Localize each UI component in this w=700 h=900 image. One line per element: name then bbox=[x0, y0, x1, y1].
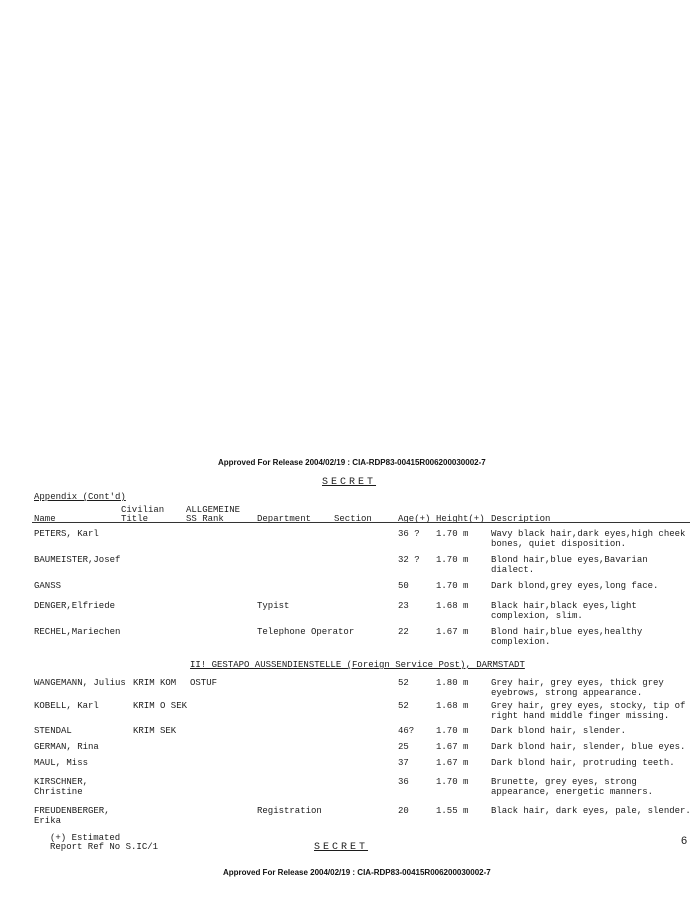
release-stamp-bottom: Approved For Release 2004/02/19 : CIA-RDP83-00415R006200030002-7 bbox=[223, 868, 491, 877]
appendix-title: Appendix (Cont'd) bbox=[34, 492, 126, 502]
height: 1.55 m bbox=[436, 806, 469, 816]
description: Black hair,black eyes,light complexion, slim. bbox=[491, 601, 637, 621]
age: 36 bbox=[398, 777, 409, 787]
person-name: PETERS, Karl bbox=[34, 529, 99, 539]
person-name: FREUDENBERGER, Erika bbox=[34, 806, 110, 826]
description: Wavy black hair,dark eyes,high cheek bones, quiet disposition. bbox=[491, 529, 686, 549]
height: 1.67 m bbox=[436, 627, 469, 637]
footnote-report-ref: Report Ref No S.IC/1 bbox=[50, 842, 159, 852]
height: 1.68 m bbox=[436, 601, 469, 611]
release-stamp-top: Approved For Release 2004/02/19 : CIA-RDP83-00415R006200030002-7 bbox=[218, 458, 486, 467]
classification-bottom: SECRET bbox=[314, 842, 369, 853]
age: 20 bbox=[398, 806, 409, 816]
header-allgemeine-1: ALLGEMEINE bbox=[186, 505, 241, 515]
header-civilian-2: Title bbox=[121, 514, 149, 524]
header-allgemeine-2: SS Rank bbox=[186, 514, 224, 524]
person-name: KOBELL, Karl bbox=[34, 701, 99, 711]
classification-top: SECRET bbox=[322, 477, 377, 488]
age: 22 bbox=[398, 627, 409, 637]
header-name: Name bbox=[34, 514, 56, 524]
page-number: 6 bbox=[681, 835, 688, 847]
height: 1.70 m bbox=[436, 777, 469, 787]
person-name: STENDAL bbox=[34, 726, 72, 736]
age: 46? bbox=[398, 726, 415, 736]
civilian-title: KRIM O SEK bbox=[133, 701, 188, 711]
description: Brunette, grey eyes, strong appearance, energetic manners. bbox=[491, 777, 654, 797]
description: Dark blond hair, slender. bbox=[491, 726, 627, 736]
civilian-title: KRIM KOM bbox=[133, 678, 177, 688]
age: 36 ? bbox=[398, 529, 420, 539]
description: Blond hair,blue eyes,healthy complexion. bbox=[491, 627, 643, 647]
age: 25 bbox=[398, 742, 409, 752]
description: Dark blond hair, slender, blue eyes. bbox=[491, 742, 686, 752]
civilian-title: KRIM SEK bbox=[133, 726, 177, 736]
ss-rank: OSTUF bbox=[190, 678, 218, 688]
person-name: RECHEL,Mariechen bbox=[34, 627, 121, 637]
age: 52 bbox=[398, 678, 409, 688]
header-rule bbox=[32, 522, 690, 523]
height: 1.70 m bbox=[436, 581, 469, 591]
description: Black hair, dark eyes, pale, slender. bbox=[491, 806, 691, 816]
height: 1.80 m bbox=[436, 678, 469, 688]
person-name: DENGER,Elfriede bbox=[34, 601, 116, 611]
person-name: GERMAN, Rina bbox=[34, 742, 99, 752]
description: Blond hair,blue eyes,Bavarian dialect. bbox=[491, 555, 648, 575]
height: 1.68 m bbox=[436, 701, 469, 711]
description: Dark blond hair, protruding teeth. bbox=[491, 758, 675, 768]
header-height: Height(+) bbox=[436, 514, 485, 524]
department: Typist bbox=[257, 601, 290, 611]
person-name: BAUMEISTER,Josef bbox=[34, 555, 121, 565]
height: 1.67 m bbox=[436, 758, 469, 768]
header-description: Description bbox=[491, 514, 551, 524]
description: Grey hair, grey eyes, stocky, tip of right hand middle finger missing. bbox=[491, 701, 686, 721]
height: 1.67 m bbox=[436, 742, 469, 752]
person-name: GANSS bbox=[34, 581, 62, 591]
footnote-estimated: (+) Estimated bbox=[50, 833, 121, 843]
header-section: Section bbox=[334, 514, 372, 524]
height: 1.70 m bbox=[436, 726, 469, 736]
person-name: KIRSCHNER, Christine bbox=[34, 777, 89, 797]
header-civilian-1: Civilian bbox=[121, 505, 165, 515]
section-heading: II! GESTAPO AUSSENDIENSTELLE (Foreign Service Post), DARMSTADT bbox=[190, 660, 525, 670]
person-name: MAUL, Miss bbox=[34, 758, 89, 768]
age: 52 bbox=[398, 701, 409, 711]
person-name: WANGEMANN, Julius bbox=[34, 678, 126, 688]
age: 37 bbox=[398, 758, 409, 768]
height: 1.70 m bbox=[436, 555, 469, 565]
department: Telephone Operator bbox=[257, 627, 355, 637]
description: Dark blond,grey eyes,long face. bbox=[491, 581, 659, 591]
age: 32 ? bbox=[398, 555, 420, 565]
age: 23 bbox=[398, 601, 409, 611]
department: Registration bbox=[257, 806, 322, 816]
height: 1.70 m bbox=[436, 529, 469, 539]
age: 50 bbox=[398, 581, 409, 591]
header-department: Department bbox=[257, 514, 312, 524]
description: Grey hair, grey eyes, thick grey eyebrows, strong appearance. bbox=[491, 678, 664, 698]
header-age: Age(+) bbox=[398, 514, 431, 524]
